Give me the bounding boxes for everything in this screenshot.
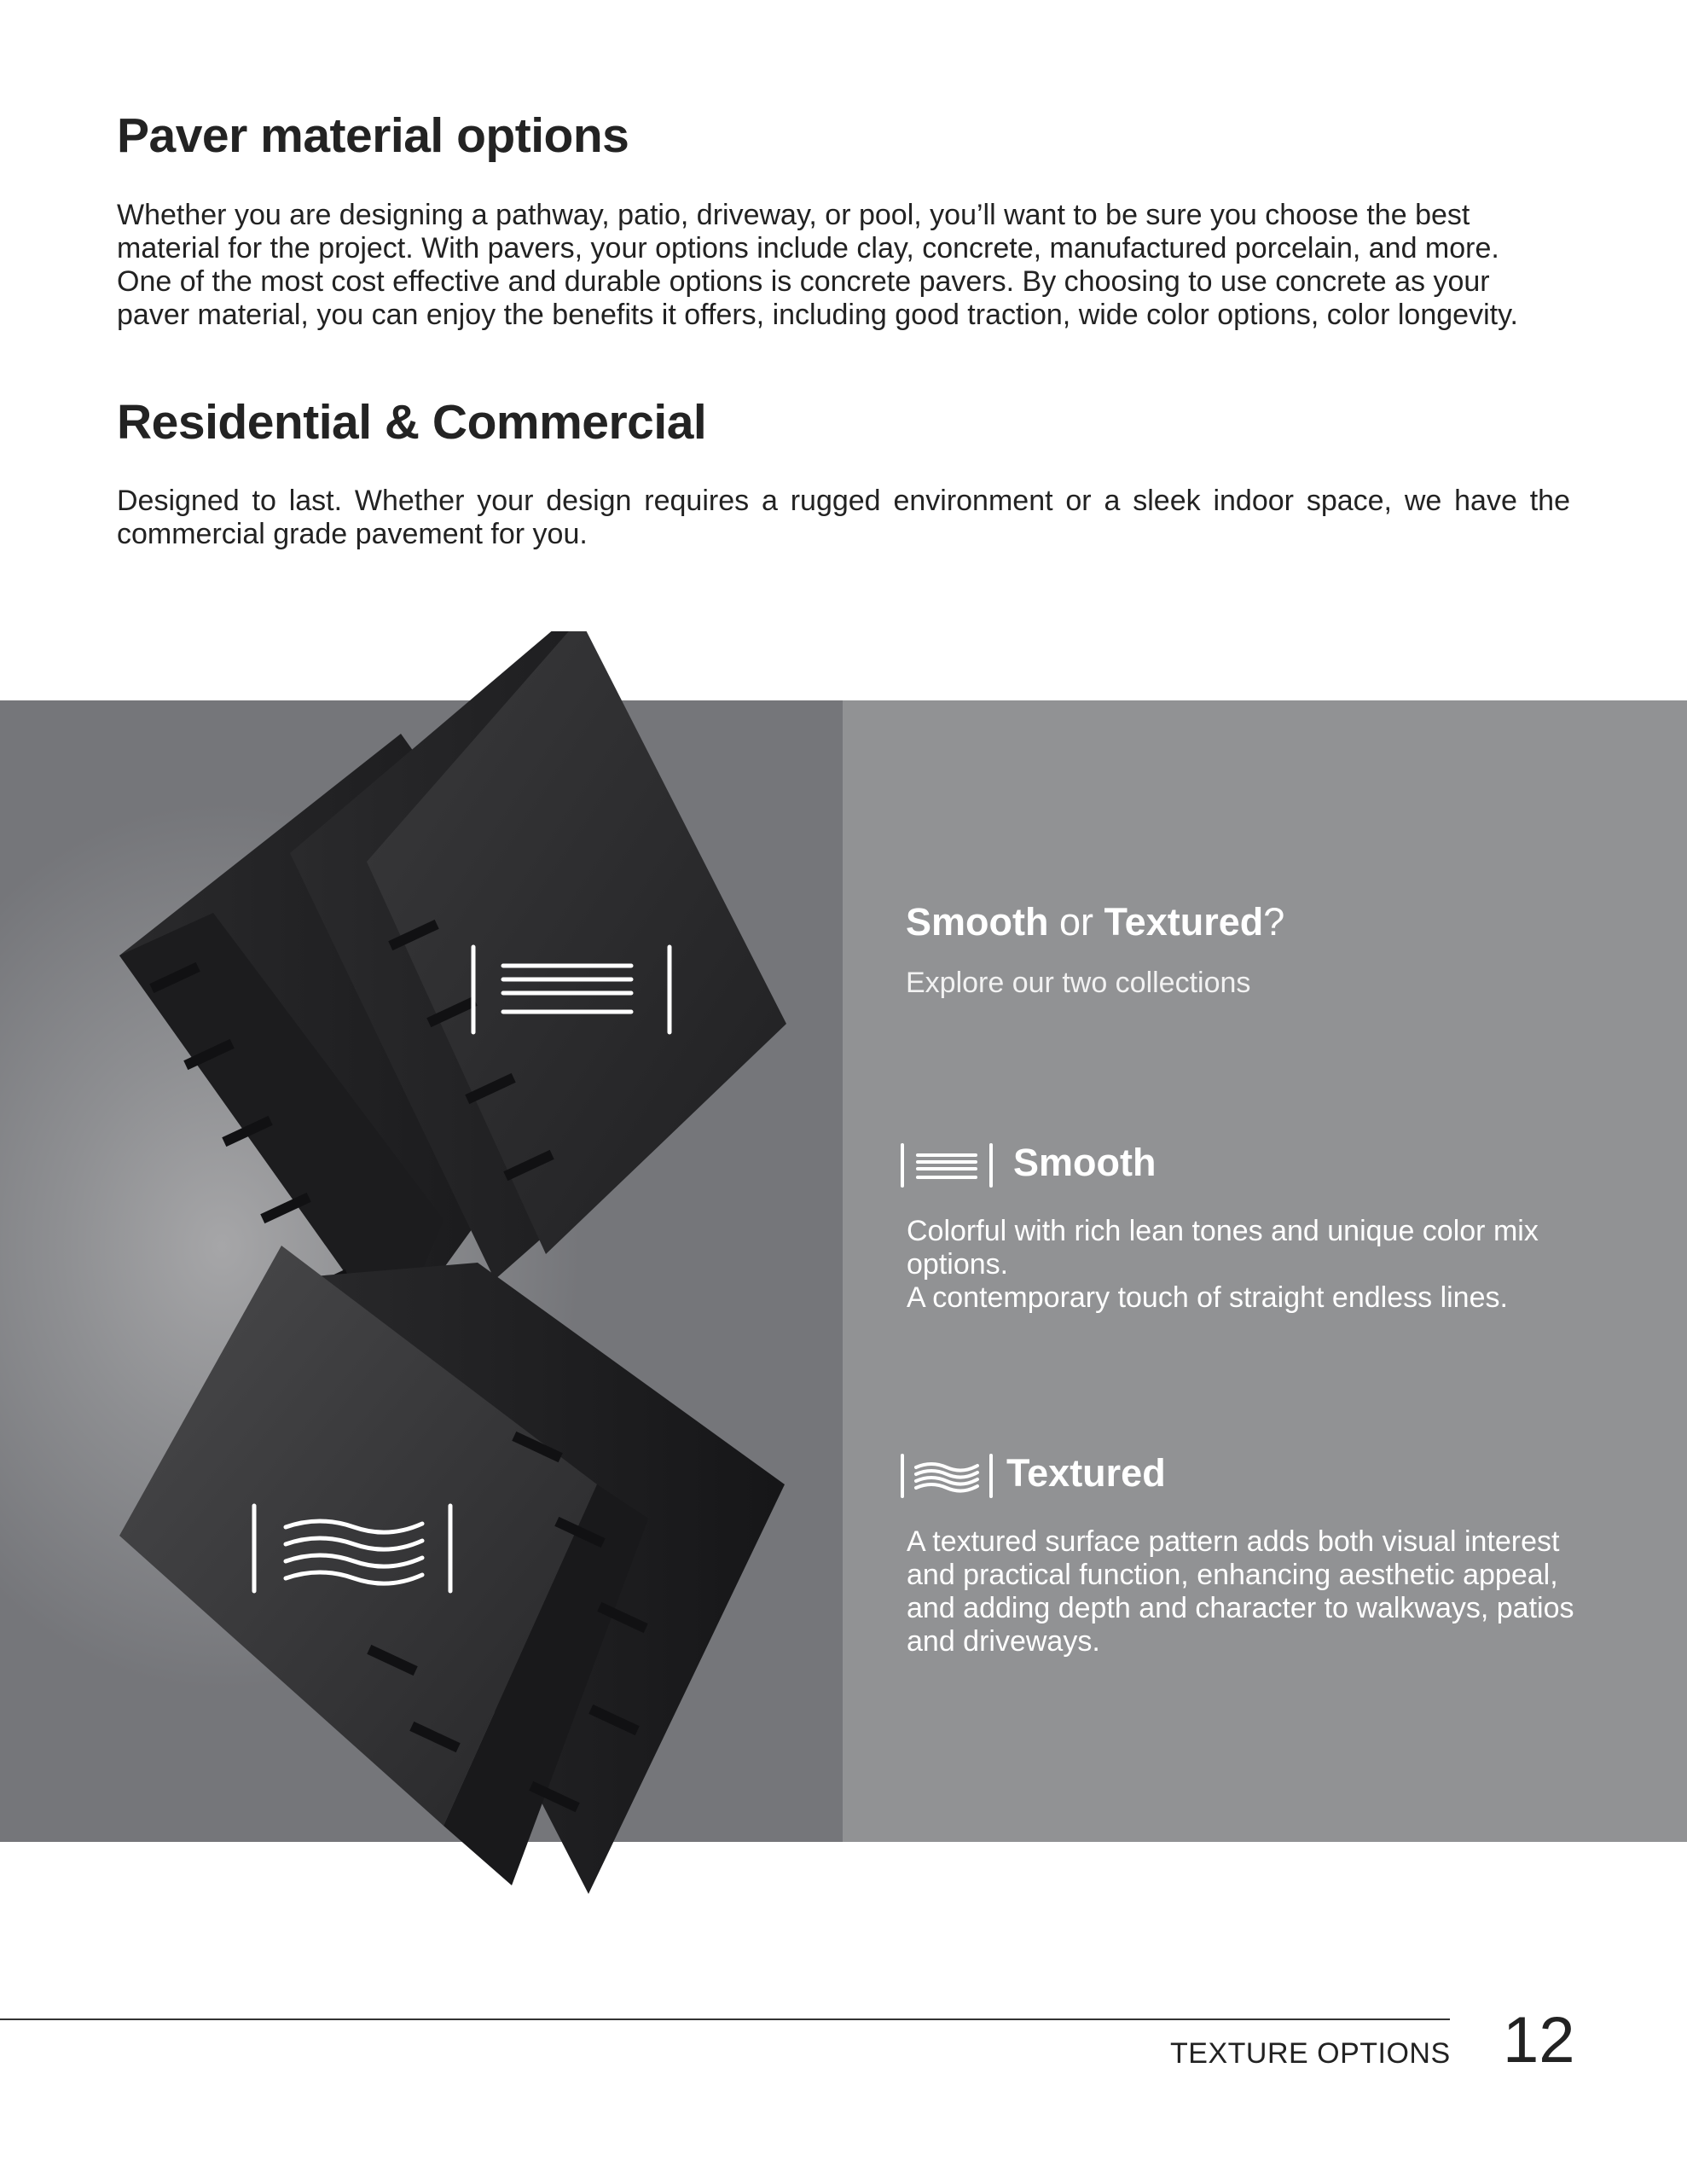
- paver-material-text: [117, 199, 1570, 332]
- page-number: 12: [1503, 2004, 1575, 2077]
- residential-commercial-paragraph: Designed to last. Whether your design requires a rugged environment or a sleek indoor space, we have the commercial grade pavement for you.: [117, 485, 1570, 550]
- textured-wavy-lines-icon: [899, 1452, 994, 1500]
- concrete-paver-blocks-illustration: [0, 631, 843, 1911]
- residential-commercial-text: [117, 485, 1570, 551]
- collections-subtitle: Explore our two collections: [906, 967, 1251, 999]
- section-title-residential-commercial: Residential & Commercial: [117, 395, 707, 450]
- textured-description: [907, 1525, 1580, 1658]
- textured-description-text: A textured surface pattern adds both visual interest and practical function, enhancing aesthetic appeal, and adding depth and character to walkways, patios and driveways.: [907, 1525, 1574, 1658]
- textured-title: Textured: [1006, 1451, 1166, 1495]
- paver-material-paragraph-1: Whether you are designing a pathway, patio, driveway, or pool, you’ll want to be sure you choose the best material for the project. With pavers, your options include clay, concrete, manufactured porcelain, and more.: [117, 199, 1499, 264]
- footer-divider: [0, 2018, 1450, 2020]
- footer-section-label: TEXTURE OPTIONS: [1170, 2037, 1451, 2070]
- smooth-description: [907, 1215, 1580, 1315]
- smooth-paver-block: [119, 631, 786, 1339]
- paver-material-paragraph-2: One of the most cost effective and durable options is concrete pavers. By choosing to use concrete as your paver material, you can enjoy the benefits it offers, including good traction, wide color options, color longevity.: [117, 265, 1518, 331]
- collections-question: Smooth or Textured?: [906, 900, 1285, 944]
- smooth-title: Smooth: [1013, 1141, 1157, 1184]
- smooth-straight-lines-icon: [899, 1141, 994, 1189]
- smooth-description-line-2: A contemporary touch of straight endless lines.: [907, 1281, 1508, 1314]
- smooth-description-line-1: Colorful with rich lean tones and unique color mix options.: [907, 1215, 1539, 1281]
- section-title-paver-material: Paver material options: [117, 108, 629, 163]
